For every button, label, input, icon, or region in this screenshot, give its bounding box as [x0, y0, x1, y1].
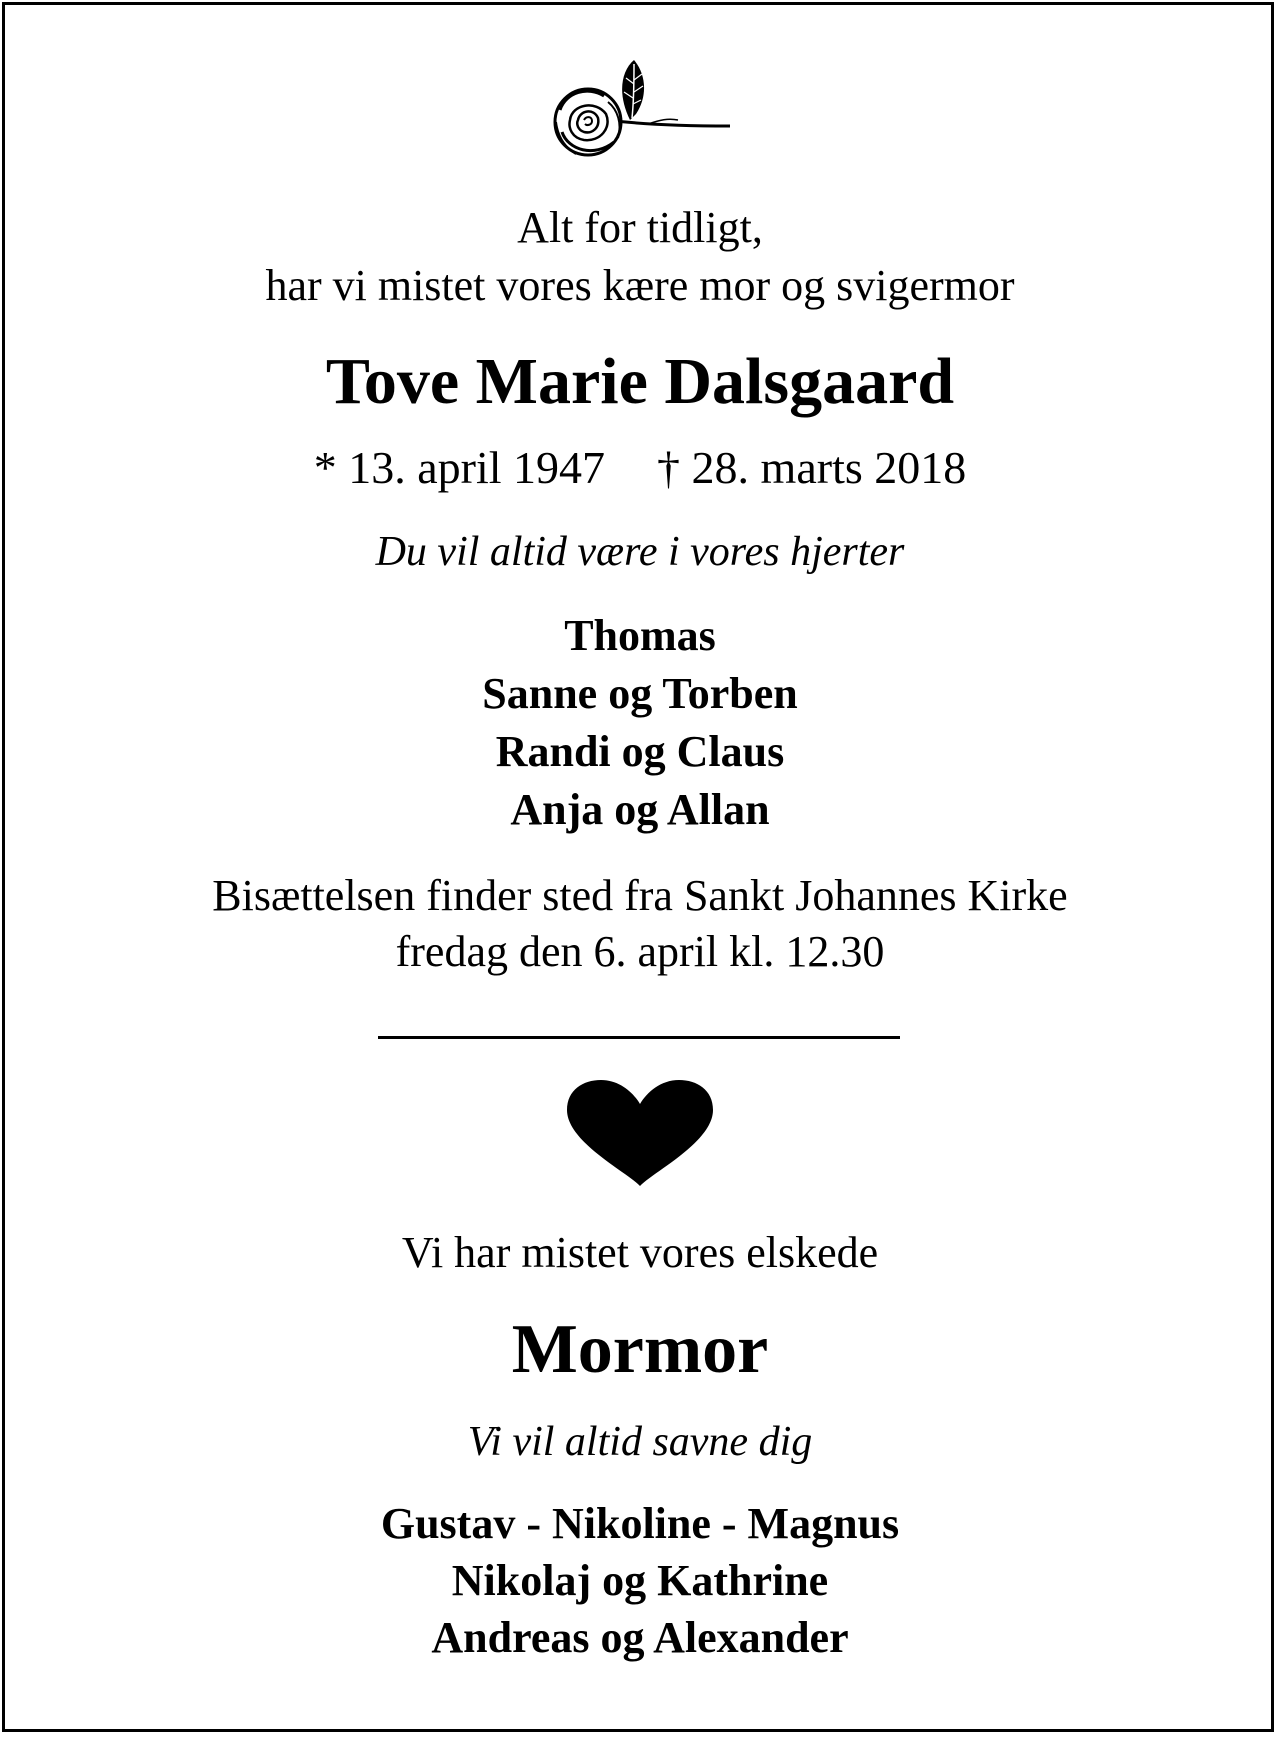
deceased-name: Tove Marie Dalsgaard	[325, 345, 955, 418]
life-dates	[0, 442, 1280, 495]
family-name: Thomas	[564, 611, 716, 660]
funeral-time: fredag den 6. april kl. 12.30	[395, 927, 885, 976]
heart-icon	[567, 1080, 713, 1188]
grandchildren-quote: Vi vil altid savne dig	[467, 1419, 813, 1465]
rose-icon	[548, 58, 732, 170]
mormor-title: Mormor	[511, 1311, 769, 1388]
intro-line-1: Alt for tidligt,	[517, 203, 763, 252]
funeral-location: Bisættelsen finder sted fra Sankt Johannes Kirke	[212, 871, 1068, 920]
death-date: † 28. marts 2018	[657, 442, 967, 493]
memorial-quote: Du vil altid være i vores hjerter	[375, 529, 905, 575]
intro-line-2: har vi mistet vores kære mor og svigermor	[265, 261, 1015, 310]
grandchild-names: Andreas og Alexander	[431, 1613, 849, 1662]
family-name: Randi og Claus	[495, 727, 785, 776]
family-name: Anja og Allan	[510, 785, 770, 834]
family-name: Sanne og Torben	[482, 669, 798, 718]
birth-date: * 13. april 1947	[313, 442, 606, 493]
grandchild-names: Nikolaj og Kathrine	[451, 1556, 829, 1605]
divider-line	[378, 1036, 900, 1039]
grandchild-names: Gustav - Nikoline - Magnus	[380, 1499, 900, 1548]
grandchildren-intro: Vi har mistet vores elskede	[401, 1228, 879, 1277]
